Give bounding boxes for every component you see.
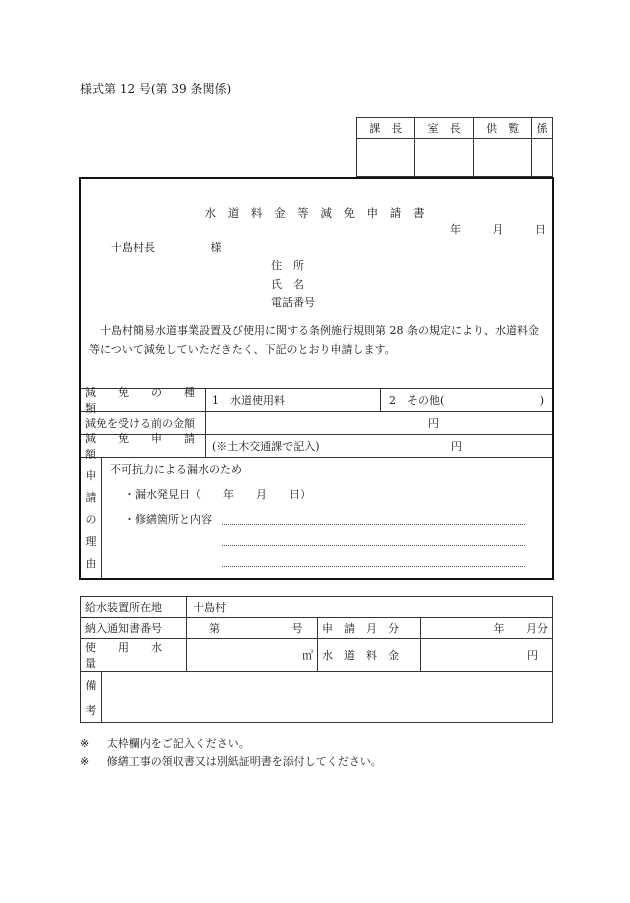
notice-dai: 第 — [209, 622, 220, 635]
notice-number-field[interactable] — [187, 618, 318, 639]
remarks-label-char: 考 — [85, 703, 97, 717]
approval-stamp-box[interactable] — [532, 139, 553, 177]
reason-section — [81, 458, 552, 579]
repair-line-3[interactable] — [222, 566, 525, 567]
address-field[interactable]: 住 所 — [271, 259, 304, 272]
supply-location-value[interactable]: 十島村 — [187, 597, 553, 618]
reason-label-char: 申 — [85, 468, 97, 482]
approval-stamp-box[interactable] — [357, 139, 415, 177]
reason-content[interactable] — [102, 458, 552, 579]
recipient-honorific: 様 — [210, 241, 222, 254]
water-usage-label: 使 用 水 量 — [81, 639, 187, 672]
approval-header: 課 長 — [357, 118, 415, 139]
period-field[interactable] — [421, 618, 553, 639]
water-fee-label: 水 道 料 金 — [318, 639, 421, 672]
phone-field[interactable]: 電話番号 — [271, 296, 315, 309]
recipient-name: 十島村長 — [111, 241, 155, 254]
remarks-label — [81, 672, 102, 722]
reason-label-char: の — [85, 512, 97, 526]
notice-go: 号 — [291, 622, 303, 635]
amount-applied-note: (※土木交通課で記入) — [212, 440, 320, 453]
water-fee-field[interactable] — [421, 639, 553, 672]
water-usage-unit: ㎥ — [302, 649, 313, 662]
period-month: 月分 — [526, 622, 548, 635]
amount-before-field[interactable] — [206, 415, 552, 431]
date-day: 日 — [535, 223, 546, 236]
amount-applied-field[interactable] — [206, 438, 552, 454]
amount-applied-row — [81, 432, 552, 461]
reason-label — [81, 458, 102, 579]
leak-date-line[interactable]: ・漏水発見日（ 年 月 日） — [124, 488, 311, 501]
exemption-kind-label: 減 免 の 種 類 — [81, 389, 206, 411]
supply-location-label: 給水装置所在地 — [81, 597, 187, 618]
remarks-field[interactable] — [81, 672, 553, 723]
approval-header: 室 長 — [415, 118, 473, 139]
water-fee-unit: 円 — [527, 649, 538, 662]
reason-label-char: 由 — [85, 556, 97, 570]
footnotes — [80, 735, 382, 771]
notice-number-label: 納入通知書番号 — [81, 618, 187, 639]
form-title: 水 道 料 金 等 減 免 申 請 書 — [204, 206, 429, 220]
reason-label-char: 理 — [85, 534, 97, 548]
kind-option-water-fee[interactable]: 1 水道使用料 — [206, 389, 381, 411]
amount-applied-label: 減 免 申 請 額 — [81, 435, 206, 457]
footnote-1 — [80, 735, 382, 753]
approval-header: 供 覧 — [473, 118, 531, 139]
amount-applied-unit: 円 — [451, 440, 462, 453]
date-month: 月 — [492, 223, 504, 236]
repair-line-1[interactable] — [222, 524, 525, 525]
recipient — [111, 239, 222, 255]
approval-header: 係 — [532, 118, 553, 139]
amount-before-unit: 円 — [428, 417, 439, 430]
water-supply-table — [80, 596, 553, 723]
approval-stamp-box[interactable] — [415, 139, 473, 177]
footnote-text: 修繕工事の領収書又は別紙証明書を添付してください。 — [106, 755, 382, 768]
form-number: 様式第 12 号(第 39 条関係) — [80, 82, 232, 96]
footnote-mark: ※ — [80, 755, 90, 768]
footnote-2 — [80, 753, 382, 771]
repair-line-2[interactable] — [222, 545, 525, 546]
kind-option-other-label: 2 その他( — [389, 394, 445, 407]
period-label: 申 請 月 分 — [318, 618, 421, 639]
date-year: 年 — [450, 223, 461, 236]
name-field[interactable]: 氏 名 — [271, 278, 304, 291]
kind-option-other[interactable] — [381, 392, 552, 408]
date-field[interactable] — [422, 221, 546, 237]
water-usage-field[interactable] — [187, 639, 318, 672]
reason-force-majeure: 不可抗力による漏水のため — [110, 463, 242, 476]
kind-option-other-close: ) — [539, 393, 544, 407]
footnote-text: 太枠欄内をご記入ください。 — [106, 737, 250, 750]
remarks-label-char: 備 — [85, 678, 97, 692]
period-year: 年 — [493, 622, 505, 635]
exemption-kind-row — [81, 386, 552, 415]
reason-label-char: 請 — [85, 490, 97, 504]
application-main-frame — [79, 177, 554, 580]
approval-stamp-box[interactable] — [473, 139, 531, 177]
repair-detail-label: ・修繕箇所と内容 — [124, 513, 212, 526]
footnote-mark: ※ — [80, 737, 90, 750]
approval-stamp-table — [356, 117, 553, 177]
amount-before-label: 減免を受ける前の金額 — [81, 412, 206, 434]
exemption-rows — [81, 388, 552, 579]
statement-text: 十島村簡易水道事業設置及び使用に関する条例施行規則第 28 条の規定により、水道料金等について減免していただきたく、下記のとおり申請します。 — [89, 324, 539, 356]
